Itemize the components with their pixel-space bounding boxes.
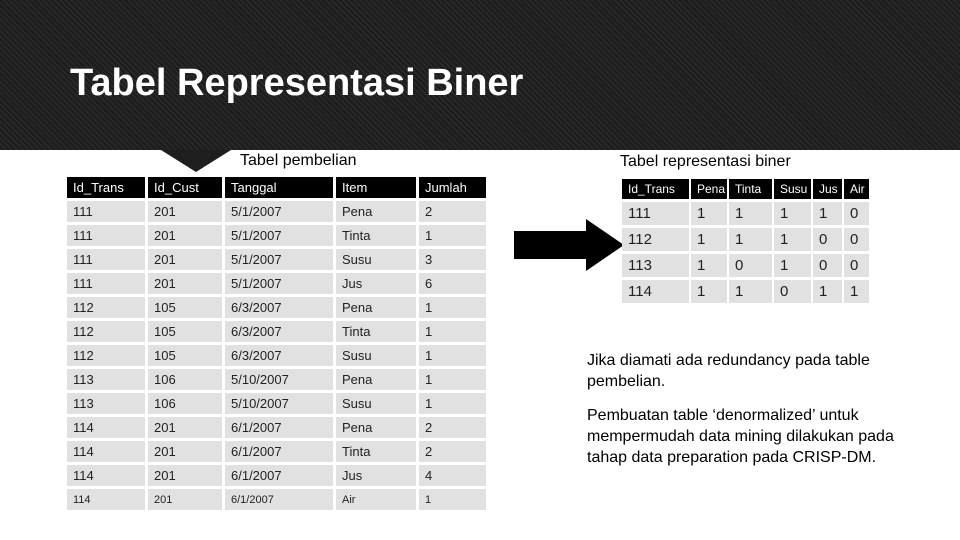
table-cell: 4: [419, 465, 486, 486]
table-cell: 112: [67, 345, 145, 366]
table-cell: 106: [148, 393, 222, 414]
table-cell: 1: [774, 228, 811, 251]
table-cell: 6/3/2007: [225, 297, 333, 318]
table-row: [67, 225, 486, 246]
table-cell: 2: [419, 441, 486, 462]
table-cell: 105: [148, 297, 222, 318]
table-cell: 112: [67, 297, 145, 318]
table-cell: 114: [622, 280, 689, 303]
table-cell: 1: [691, 202, 727, 225]
table-cell: 201: [148, 489, 222, 510]
table-row: [67, 249, 486, 270]
table-cell: 6/3/2007: [225, 321, 333, 342]
table-cell: 2: [419, 417, 486, 438]
binary-table-caption: Tabel representasi biner: [620, 153, 791, 170]
table-row: [67, 489, 486, 510]
table-cell: 112: [622, 228, 689, 251]
header-cell: Id_Trans: [622, 179, 689, 199]
table-cell: 113: [67, 369, 145, 390]
table-cell: Pena: [336, 417, 416, 438]
table-cell: Air: [336, 489, 416, 510]
table-cell: 1: [729, 202, 772, 225]
table-cell: 1: [419, 297, 486, 318]
table-row: [622, 228, 869, 251]
table-cell: 5/10/2007: [225, 393, 333, 414]
table-cell: Pena: [336, 297, 416, 318]
header-cell: Susu: [774, 179, 811, 199]
table-row: [67, 441, 486, 462]
table-row: [67, 201, 486, 222]
table-cell: 111: [67, 249, 145, 270]
right-arrow-icon: [514, 219, 624, 271]
table-cell: 1: [691, 254, 727, 277]
table-cell: 0: [844, 254, 869, 277]
table-cell: 1: [729, 228, 772, 251]
table-row: [622, 254, 869, 277]
header-cell: Air: [844, 179, 869, 199]
table-cell: 6: [419, 273, 486, 294]
header-cell: Item: [336, 177, 416, 198]
table-cell: 201: [148, 201, 222, 222]
table-row: [67, 297, 486, 318]
table-cell: 1: [813, 280, 842, 303]
table-cell: 0: [774, 280, 811, 303]
binary-table: [620, 176, 871, 306]
table-cell: 112: [67, 321, 145, 342]
purchase-table-caption: Tabel pembelian: [240, 152, 357, 169]
header-cell: Tinta: [729, 179, 772, 199]
table-cell: Jus: [336, 465, 416, 486]
header-cell: Tanggal: [225, 177, 333, 198]
table-cell: 1: [774, 254, 811, 277]
table-row: [67, 393, 486, 414]
table-row: [622, 280, 869, 303]
table-cell: 0: [844, 228, 869, 251]
table-cell: 5/1/2007: [225, 273, 333, 294]
table-cell: 105: [148, 321, 222, 342]
table-cell: 5/10/2007: [225, 369, 333, 390]
table-cell: 1: [419, 321, 486, 342]
table-cell: 2: [419, 201, 486, 222]
table-cell: Jus: [336, 273, 416, 294]
table-cell: 1: [419, 489, 486, 510]
table-cell: 201: [148, 465, 222, 486]
table-row: [67, 465, 486, 486]
table-cell: 113: [622, 254, 689, 277]
table-cell: Tinta: [336, 441, 416, 462]
table-cell: Susu: [336, 393, 416, 414]
table-cell: 113: [67, 393, 145, 414]
table-cell: 114: [67, 465, 145, 486]
redundancy-note: Jika diamati ada redundancy pada table pembelian.: [587, 352, 870, 390]
header-cell: Id_Cust: [148, 177, 222, 198]
table-cell: 6/3/2007: [225, 345, 333, 366]
table-cell: Susu: [336, 249, 416, 270]
table-cell: 114: [67, 441, 145, 462]
denormalization-note: Pembuatan table ‘denormalized’ untuk mempermudah data mining dilakukan pada tahap data preparation pada CRISP-DM.: [587, 407, 894, 466]
table-cell: 6/1/2007: [225, 489, 333, 510]
table-cell: 1: [774, 202, 811, 225]
table-cell: 1: [844, 280, 869, 303]
table-cell: 201: [148, 441, 222, 462]
table-cell: 1: [691, 228, 727, 251]
table-cell: 1: [813, 202, 842, 225]
table-cell: 106: [148, 369, 222, 390]
table-cell: 1: [419, 369, 486, 390]
table-cell: 1: [419, 345, 486, 366]
table-cell: 111: [67, 225, 145, 246]
table-cell: 111: [67, 201, 145, 222]
header-cell: Pena: [691, 179, 727, 199]
table-cell: 111: [67, 273, 145, 294]
table-row: [67, 417, 486, 438]
table-cell: Susu: [336, 345, 416, 366]
table-cell: 111: [622, 202, 689, 225]
table-row: [67, 369, 486, 390]
header-cell: Jumlah: [419, 177, 486, 198]
table-row: [67, 345, 486, 366]
table-cell: 6/1/2007: [225, 441, 333, 462]
table-cell: 0: [844, 202, 869, 225]
table-cell: 5/1/2007: [225, 249, 333, 270]
table-cell: 201: [148, 249, 222, 270]
table-cell: Tinta: [336, 321, 416, 342]
header-cell: Jus: [813, 179, 842, 199]
table-cell: Tinta: [336, 225, 416, 246]
table-cell: 201: [148, 417, 222, 438]
header-cell: Id_Trans: [67, 177, 145, 198]
table-cell: 114: [67, 417, 145, 438]
table-cell: 201: [148, 225, 222, 246]
table-cell: 1: [691, 280, 727, 303]
table-cell: 105: [148, 345, 222, 366]
table-cell: 6/1/2007: [225, 417, 333, 438]
purchase-table-header-row: [67, 177, 486, 198]
table-cell: 1: [729, 280, 772, 303]
table-cell: 6/1/2007: [225, 465, 333, 486]
table-row: [622, 202, 869, 225]
table-cell: Pena: [336, 369, 416, 390]
table-cell: 3: [419, 249, 486, 270]
table-cell: 114: [67, 489, 145, 510]
header-pointer: [161, 150, 231, 172]
table-row: [67, 321, 486, 342]
table-cell: 5/1/2007: [225, 201, 333, 222]
slide-title: Tabel Representasi Biner: [70, 62, 524, 104]
table-cell: 0: [729, 254, 772, 277]
table-cell: 201: [148, 273, 222, 294]
purchase-table: [64, 174, 489, 513]
table-cell: Pena: [336, 201, 416, 222]
table-cell: 1: [419, 393, 486, 414]
table-cell: 1: [419, 225, 486, 246]
table-cell: 5/1/2007: [225, 225, 333, 246]
table-row: [67, 273, 486, 294]
table-cell: 0: [813, 228, 842, 251]
binary-table-header-row: [622, 179, 869, 199]
table-cell: 0: [813, 254, 842, 277]
